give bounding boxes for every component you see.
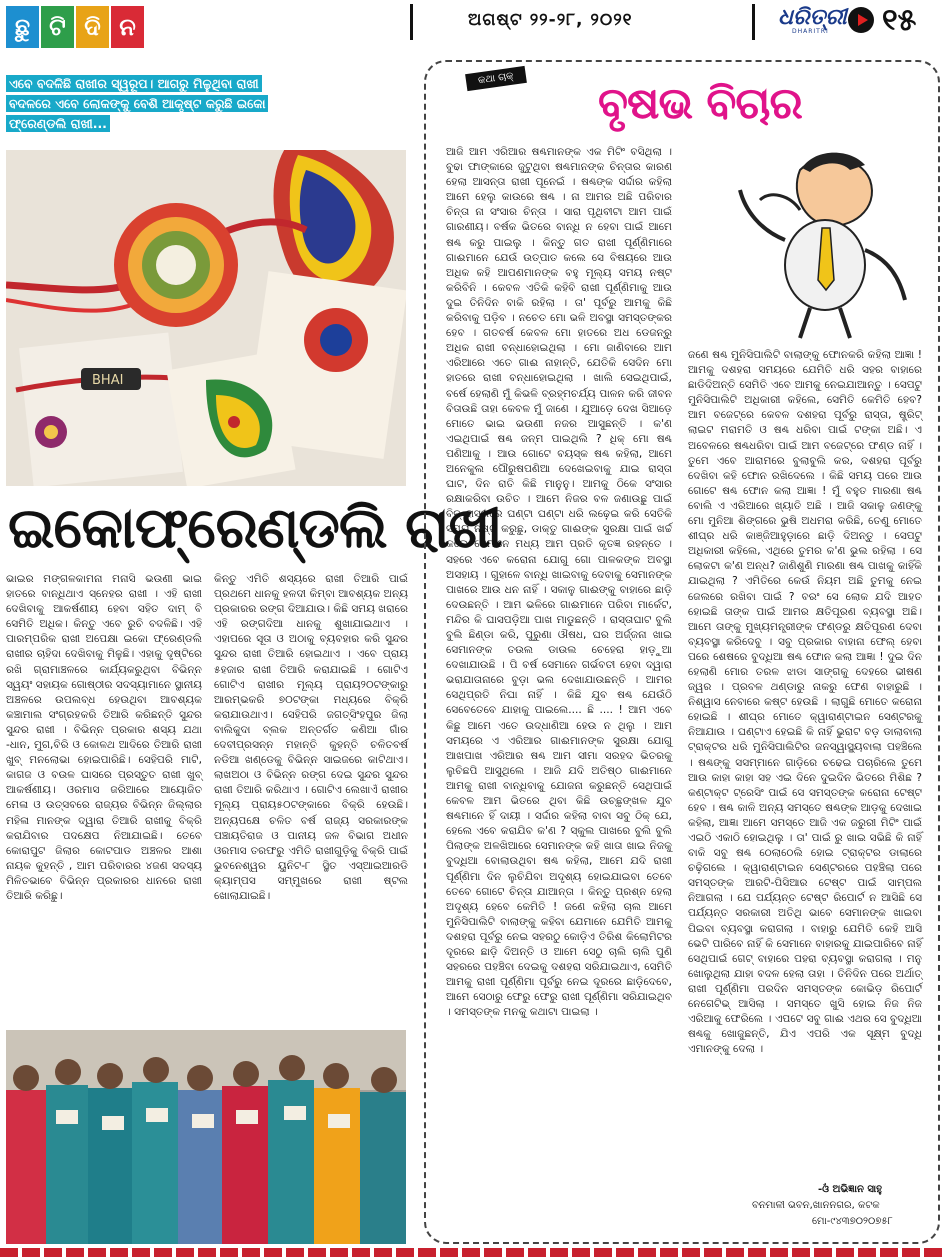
header-divider-right	[752, 4, 755, 40]
story-author: -ଓଁ ଅଭିଜ୍ଞାନ ସାହୁ	[818, 1184, 882, 1195]
feature-teaser-text: ଏବେ ବଦଳିଛି ରାଖୀର ସ୍ୱରୂପ। ଆଗରୁ ମିଳୁଥିବା ରାଖୀ ବଦଳରେ ଏବେ ଲୋକଙ୍କୁ ବେଶି ଆକୃଷ୍ଟ କରୁଛି ଇକୋ ଫ୍ରେଣ୍ଡଲି ରାଖୀ...	[6, 75, 268, 132]
publication-logo: ଧରିତ୍ରୀ	[778, 4, 847, 30]
feature-column-2: କିନ୍ତୁ ଏମିତି ଶସ୍ୟରେ ରାଖୀ ତିଆରି ପାଇଁ ପ୍ରଥମେ ଧାନକୁ ହଳଦୀ କିମ୍ବା ଆବଶ୍ୟକ ଅନ୍ୟ ପ୍ରକାରର ରଙ୍ଗ ଦିଆଯାଉ। କିଛି ସମୟ ଖରାରେ ଏହି ରଙ୍ଗଦିଆ ଧାନକୁ ଶୁଖାଯାଇଥାଏ । ଏହାପରେ ସୂତା ଓ ଅଠାକୁ ବ୍ୟବହାର କରି ସୁନ୍ଦର ସୁନ୍ଦର ରାଖୀ ତିଆରି ହୋଇଥାଏ । ଏବେ ପ୍ରାୟ ୫ହଜାର ରାଖୀ ତିଆରି କରାଯାଇଛି । ଗୋଟିଏ ଗୋଟିଏ ରାଖୀର ମୂଲ୍ୟ ପ୍ରାୟ୨୦ଟଙ୍କାରୁ ଆରମ୍ଭକରି ୭୦ଟଙ୍କା ମଧ୍ୟରେ ବିକ୍ରି କରାଯାଉଥାଏ। ସେହିପରି ଜଗତ୍‌ସିଂହପୁର ଜିଲା ବାଲିକୁଦା ବ୍ଲକ ଅନ୍ତର୍ଗତ କଣିଆ ଗାଁର ଦେବୀପ୍ରସନ୍ନ ମହାନ୍ତି କୁହନ୍ତି ଚଳିତବର୍ଷ ନଡିଆ ଖଣ୍ଡେକୁ ବିଭିନ୍ନ ସାଇଜରେ କାଟିଥାଏ। ଲାଖଅଠା ଓ ବିଭିନ୍ନ ରଙ୍ଗ ଦେଇ ସୁନ୍ଦର ସୁନ୍ଦର ରାଖୀ ତିଆରି କରିଥାଏ । ଗୋଟିଏ ଲେଖାଏଁ ରାଖୀର ମୂଲ୍ୟ ପ୍ରାୟ୫୦ଟଙ୍କାରେ ବିକ୍ରି ହେଉଛି। ଅନ୍ୟପକ୍ଷେ ଚଳିତ ବର୍ଷ ରାଜ୍ୟ ସରକାରଙ୍କ ପଞ୍ଚାୟତିରାଜ ଓ ପାନୀୟ ଜଳ ବିଭାଗ ଅଧୀନ ଓରମାସ ତରଫରୁ ଏମିତି ରାଖୀଗୁଡ଼ିକୁ ବିକ୍ରି ପାଇଁ ଭୁବନେଶ୍ୱର ୟୁନିଟ-୮ ସ୍ଥିତ ଏସ୍‌ଆଇଆରଡି କ୍ୟାମ୍ପସ ସମ୍ମୁଖରେ ରାଖୀ ଷ୍ଟଲ ଖୋଲାଯାଇଛି।	[214, 573, 408, 902]
brand-tile-3: ଦି	[76, 6, 109, 48]
women-group-photo	[6, 1030, 406, 1244]
story-title: ବୃଷଭ ବିଚାର	[598, 78, 802, 129]
brand-tile-2: ଟି	[41, 6, 74, 48]
bhai-tag: BHAI	[92, 373, 124, 388]
author-address: ବନମାଳୀ ଭବନ,ଖାନନଗର, କଟକ	[752, 1200, 880, 1211]
story-column-2: ଜଣେ ଷଣ୍ଢ ମୁନିସିପାଲିଟି ବାଲାଙ୍କୁ ଫୋନକରି କହିଲା ଆଜ୍ଞା ! ଆମକୁ ଦଶହରା ସମୟରେ ଯେମିତି ଧରି ସହର ବାହାରେ ଛାଡିଦିଅନ୍ତି ସେମିତି ଏବେ ଆମକୁ ନେଇଯାଆନ୍ତୁ । ସେପଟୁ ମୁନିସିପାଲିଟି ଅଧିକାରୀ କହିଲେ, ସେମିତି କେମିତି ହେବ? ଆମ ବଜେଟ୍‌ରେ କେବଳ ଦଶହରା ପୂର୍ବରୁ ରାସ୍ତା, ଷ୍ଟ୍ରିଟ୍ ଲାଇଟ ମରାମତି ଓ ଷଣ୍ଢ ଧରିବା ପାଇଁ ଟଙ୍କା ଅଛି। ଏ ଅବେଳରେ ଷଣ୍ଢଧରିବା ପାଇଁ ଆମ ବଜେଟ୍‌ରେ ଫଣ୍ଡ ନାହିଁ । ତୁମେ ଏବେ ଆରାମରେ ବୁଲାବୁଲି କର, ଦଶହରା ପୂର୍ବରୁ ଦେଖିବା କହି ଫୋନ ରଖିଦେଲେ । କିଛି ସମୟ ପରେ ଆଉ ଗୋଟେ ଷଣ୍ଢ ଫୋନ କଲା ଆଜ୍ଞା ! ମୁଁ ବହୁତ ମାରଣା ଷଣ୍ଢ ବୋଲି ଏ ଏରିଆରେ ଖ୍ୟାତି ଅଛି । ଆଜି ସକାଳୁ ଜଣଙ୍କୁ ମୋ ମୁନିଆ ଶିଙ୍ଗରେ ଭୁଷି ଅଧମରା କରିଛି, ତେଣୁ ମୋତେ ଶୀଘ୍ର ଧରି କାଞ୍ଜିଆହୁଡ଼ାରେ ଛାଡ଼ି ଦିଅନ୍ତୁ । ସେପଟୁ ଅଧିକାରୀ କହିଲେ, ଏଥିରେ ତୁମର କ'ଣ ଭୁଲ ରହିଲା । ସେ ଲୋକଟା କ'ଣ ଅନ୍ଧ? ଜାଣିଶୁଣି ମାରଣା ଷଣ୍ଢ ପାଖକୁ କାହିଁକି ଯାଇଥିଲା ? ଏମିତିରେ କେଉଁ ନିୟମ ଅଛି ତୁମକୁ ନେଇ ଜେଲରେ ରଖିବା ପାଇଁ ? ବରଂ ସେ ଲୋକ ଯଦି ଆହତ ହୋଇଛି ତାଙ୍କ ପାଇଁ ଆମର କ୍ଷତିପୂରଣ ବ୍ୟବସ୍ଥା ଅଛି। ଆମେ ତାଙ୍କୁ ମୁଖ୍ୟମନ୍ତ୍ରୀଙ୍କ ଫଣ୍ଡରୁ କ୍ଷତିପୂରଣ ଦେବା ବ୍ୟବସ୍ଥା କରିଦେବୁ । ସବୁ ପ୍ରକାର ବାହାନା ଫେଲ୍ ହେବା ପରେ ଶେଷରେ ବୁଦ୍ଧିଆ ଷଣ୍ଢ ଫୋନ କଲା ଆଜ୍ଞା ! ଦୁଇ ଦିନ ହେଲାଣି ମୋର ତରଳ ଝାଡା ସାଙ୍ଗକୁ ଦେହରେ ଭୀଷଣ ଜ୍ୱର । ପ୍ରବଳ ଥଣ୍ଡାରୁ ନାକରୁ ଫେଣ ବାହାରୁଛି । ନିଶ୍ୱାସ ନେବାରେ କଷ୍ଟ ହେଉଛି । ଲାଗୁଛି ମୋତେ କରୋନା ହୋଇଛି । ଶୀଘ୍ର ମୋତେ କ୍ୱାରାଣ୍ଟାଇନ ସେଣ୍ଟରକୁ ନିଆଯାଉ । ଘଣ୍ଟାଏ ହେଇଛି କି ନାହିଁ ଭୁରାଟ ବଡ଼ ଡାଲାବାଲା ଟ୍ରାକ୍ଟର ଧରି ମୁନିସିପାଲିଟିର ଜନସ୍ୱାସ୍ଥ୍ୟବାଲା ପହଞ୍ଚିଲେ । ଷଣ୍ଢଙ୍କୁ ସସମ୍ମାନେ ଗାଡ଼ିରେ ଚଢେଇ ପଚାରିଲେ ତୁମେ ଆଉ କାହା କାହା ସହ ଏଇ ଦିନେ ଦୁଇଦିନ ଭିତରେ ମିଶିଛ ? କଣ୍ଟାକ୍ଟ ଟ୍ରେସିଂ ପାଇଁ ସେ ସମସ୍ତଙ୍କ କରୋନା ଟେଷ୍ଟ ହେବ । ଷଣ୍ଢ କାଳି ଅନ୍ୟ ସମସ୍ତେ ଷଣ୍ଢଙ୍କ ଆଡ଼କୁ ଦେଖାଇ କହିଲା, ଆଜ୍ଞା ଆମେ ସମସ୍ତେ ଆଜି ଏକ ଜରୁରୀ ମିଟିଂ ପାଇଁ ଏଇଠି ଏକାଠି ହୋଇଥିଲୁ । ତା' ପାଇଁ ରୁ ଖାଇ ସଭିଛି କି ନାହିଁ ବାକି ସବୁ ଷଣ୍ଢ ଠେଲାଠେଲି ହୋଇ ଟ୍ରାକ୍ଟର ଡାଲାରେ ଚଢ଼ିଗଲେ । କ୍ୱାରାଣ୍ଟାଇନ ସେଣ୍ଟରରେ ପହଞ୍ଚିଲା ପରେ ସମସ୍ତଙ୍କ ଆରଟି-ପିସିଆର ଟେଷ୍ଟ ପାଇଁ ସାମ୍ପଲ ନିଆଗଲା । ଯେ ପର୍ଯ୍ୟନ୍ତ ଟେଷ୍ଟ ରିପୋର୍ଟ ନ ଆସିଛି ସେ ପର୍ଯ୍ୟନ୍ତ ସରକାରୀ ଅତିଥି ଭାବେ ସେମାନଙ୍କ ଖାଇବା ପିଇବା ବ୍ୟବସ୍ଥା କରାଗଲା । ବାହାରୁ ଯେମିତି କେହି ଆସି ଭେଟି ପାରିବେ ନାହିଁ କି ସେମାନେ ବାହାରକୁ ଯାଇପାରିବେ ନାହିଁ ସେଥିପାଇଁ ଗେଟ୍ ବାହାରେ ପହରା ବ୍ୟବସ୍ଥା କରାଗଲା । ମନୁ ଖୋଲୁଥିଲା ଯାହା ବଦଳ ହେଲା ତାହା । ତିନିଦିନ ପରେ ଅର୍ଥାତ୍ ରାଖୀ ପୂର୍ଣ୍ଣିମା ପରଦିନ ସମସ୍ତଙ୍କ କୋଭିଡ଼ ରିପୋର୍ଟ ନେଗେଟିଭ୍ ଆସିଲା । ସମସ୍ତେ ଖୁସି ହୋଇ ନିଜ ନିଜ ଏରିଆକୁ ଫେରିଲେ । ଏପଟେ ସବୁ ଗାଈ ଏଥର ସେ ବୁଦ୍ଧିଆ ଷଣ୍ଢକୁ ଖୋଜୁଛନ୍ତି, ଯିଏ ଏପରି ଏକ ସୂକ୍ଷ୍ମ ବୁଦ୍ଧି ଏମାନଙ୍କୁ ଦେଲା ।	[688, 349, 922, 1056]
rakhi-illustration	[6, 150, 406, 486]
page-number: ୧୫	[882, 3, 917, 38]
feature-teaser	[6, 74, 296, 134]
rakhi-photo	[6, 150, 406, 486]
cartoon-illustration	[730, 140, 920, 340]
story-label: କଥା ଚାକ୍	[465, 66, 526, 91]
women-illustration	[6, 1030, 406, 1244]
header-divider-left	[410, 4, 413, 40]
issue-date: ଅଗଷ୍ଟ ୨୨-୨୮, ୨୦୨୧	[468, 10, 633, 30]
brand-tile-1: ଛୁ	[6, 6, 39, 48]
footer-stripe	[0, 1248, 945, 1257]
feature-headline: ଇକୋଫ୍ରେଣ୍ଡଲି ରାଖୀ	[8, 496, 502, 561]
play-icon	[848, 7, 874, 33]
story-column-1: ଆଜି ଆମ ଏରିଆର ଷଣ୍ଢମାନଙ୍କ ଏକ ମିଟିଂ ବସିଥିଲା । ବୁଢା ଫାଙ୍କାରେ ଜୁଟୁଥିବା ଷଣ୍ଢମାନଙ୍କ ଚିନ୍ତାର କାରଣ ହେଲା ଆସନ୍ତା ରାଖୀ ପୂନେଇଁ । ଷଣ୍ଢଙ୍କ ସର୍ଦ୍ଦାର କହିଲା ଆମେ ହେଲୁ କାଉରେ ଷଣ୍ଢ । ନା ଆମର ଅଛି ପରିବାର ଚିନ୍ତା ନା ସଂସାର ଚିନ୍ତା । ସାରା ପୃଥିବୀଟା ଆମ ପାଇଁ ଗାରଣୀୟ। ବର୍ଷକ ଭିତରେ ବାନ୍ଧି ନ ହେବା ପାଇଁ ଆମେ ଷଣ୍ଢ କରୁ ପାଇଲୁ । କିନ୍ତୁ ଗତ ରାଖୀ ପୂର୍ଣ୍ଣିମାରେ ଗାଈମାନେ ଯେଉଁ ଉତ୍ପାତ କଲେ ସେ ବିଷୟରେ ଆଉ ଅଧିକ କହି ଆପଣମାନଙ୍କ ବହୁ ମୂଲ୍ୟ ସମୟ ନଷ୍ଟ କରିବିନି । କେବଳ ଏତିକି କହିବି ରାଖୀ ପୂର୍ଣ୍ଣିମାକୁ ଆଉ ଦୁଇ ତିନିଦିନ ବାକି ରହିଲା । ତା' ପୂର୍ବରୁ ଆମକୁ କିଛି କରିବାକୁ ପଡ଼ିବ । ନଚେତ ମୋ ଭଳି ଅବସ୍ଥା ସମସ୍ତଙ୍କର ହେବ । ଗତବର୍ଷ କେବଳ ମୋ ହାତରେ ଅଧ ଡେଜନ୍ରୁ ଅଧିକ ରାଖୀ ବନ୍ଧାହୋଇଥିଲା । ମୋ ଜାଣିବାରେ ଆମ ଏରିଆରେ ଏତେ ଗାଈ ନାହାନ୍ତି, ଯେତିକି ସେଦିନ ମୋ ହାତରେ ରାଖୀ ବନ୍ଧାହୋଇଥିଲା । ଖାଲି ସେଇଥିପାଇଁ, ବର୍ଷେ ହେଲାଣି ମୁଁ କିଭଳି ବ୍ରହ୍ମଚର୍ଯ୍ୟ ପାଳନ କରି ଜୀବନ ବିତାଉଛି ତାହା କେବଳ ମୁଁ ଜାଣେ । ଯୁଆଡ଼େ ଦେଖ ସିଆଡ଼େ ମୋତେ ଭାଇ ଭଉଣୀ ନଜର ଆସୁଛନ୍ତି । କ'ଣ ଏଇଥିପାଇଁ ଷଣ୍ଢ ଜନ୍ମ ପାଇଥିଲି ? ଧିକ୍ ମୋ ଷଣ୍ଢ ପଣିଆକୁ । ଆଉ ଗୋଟେ ବୟସ୍କ ଷଣ୍ଢ କହିଲା, ଆମେ ଅନେକୁଲ ପୌରୁଷପଣିଆ ଦେଖେଇବାକୁ ଯାଇ ରାସ୍ତା ଘାଟ, ଦିନ ରାତି କିଛି ମାନୁନୁ। ଆମକୁ ଠିକେ ସଂସାର ରକ୍ଷାକରିବା ଉଚିତ । ଆମେ ନିଜର ବଳ ଜଣାଉଛୁ ପାଇଁ ବିଚ୍ ରାସ୍ତାରେ ଘଣ୍ଟା ଘଣ୍ଟା ଧରି ଲଢ଼େଇ କରି ସେତିକି ସମୟ ନଷ୍ଟ କରୁଛୁ, ଡାକ୍ତୁ ଗାଈଙ୍କ ସୁରକ୍ଷା ପାଇଁ ଖର୍ଚ୍ଚ କଲେ ସେମାନେ ମଧ୍ୟ ଆମ ପ୍ରତି କୃତଜ୍ଞ ରହନ୍ତେ । ସହରେ ଏବେ କରୋନା ଯୋଗୁ ଗୋ ପାଳକଙ୍କ ଅବସ୍ଥା ଅସହାୟ । ଗୁହାଳେ ବାନ୍ଧି ଖାଇବାକୁ ଦେବାକୁ ସେମାନଙ୍କ ପାଖରେ ଆଉ ଧନ ନାହିଁ । ସକାଳୁ ଗାଈଙ୍କୁ ବାହାରେ ଛାଡ଼ି ଦେଉଛନ୍ତି । ଆମ ଭଳିରେ ଗାଈମାନେ ପରିବା ମାର୍କେଟ, ମନ୍ଦିର କି ଘାସପଡ଼ିଆ ପାଖ ମାଡୁଛନ୍ତି । ରାସ୍ତାଘାଟ ବୁଲି ବୁଲି ଛିଣ୍ଡା କରି, ପୁରୁଣା ଔଷଧ, ଘର ଅର୍ଜ୍ଜନା ଖାଇ ସେମାନଙ୍କ ତଉଲ ଡାଉଲ ଚେହେରା ହାଡ଼ୁଆ ଦେଖାଯାଉଛି । ପି ବର୍ଷ ସେମାନେ ଗର୍ଭବତୀ ହେବା ଦ୍ୱାରା ଭରାଯାତାନାରେ ବୁଡ଼ା ଭଲ ଦେଖାଯାଉଛନ୍ତି । ଆମର ସେଥିପ୍ରତି ନିଘା ନାହିଁ । କିଛି ଯୁବ ଷଣ୍ଢ ଯେଉଁଠି ସେବେତେବେ ଯାହାକୁ ପାଇଲେ.... ଛି .... ! ଆମ ଏବେ କିଛୁ ଆମେ ଏତେ ଉଦ୍ଧାଣିଆ ହେଉ ନ ଥିଲୁ । ଆମ ସମୟରେ ଏ ଏରିଆର ଗାଈମାନଙ୍କ ସୁରକ୍ଷା ଯୋଗୁ ଆଖପାଖ ଏରିଆର ଷଣ୍ଢ ଆମ ସୀମା ସରହଦ ଭିତରକୁ ଲୁଚିଛପି ଆସୁଥିଲେ । ଆଜି ଯଦି ଅତିଷ୍ଠ ଗାଈମାନେ ଆମକୁ ରାଖୀ ବାନ୍ଧିବାକୁ ଯୋଜନା କରୁଛନ୍ତି ସେଥିପାଇଁ କେବଳ ଆମ ଭିତରେ ଥିବା କିଛି ଉଚ୍ଛୃଙ୍ଖଳ ଯୁବ ଷଣ୍ଢମାନେ ହିଁ ଦାୟୀ । ସର୍ଦ୍ଦାର କହିଲା ବାବା ସବୁ ଠିକ୍ ଯେ, ହେଲେ ଏବେ କରାଯିବ କ'ଣ ? ସ୍କୁଲ ପାଖରେ ବୁଲି ବୁଲି ପିଲାଙ୍କ ଅଳଖିଆରେ ସେମାନଙ୍କ କହି ଖାତା ଖାଇ ନିଜକୁ ବୁଦ୍ଧିଆ ବୋଲାଉଥିବା ଷଣ୍ଢ କହିଲା, ଆମେ ଯଦି ରାଖୀ ପୂର୍ଣ୍ଣିମା ଦିନ ଲୁଚିଯିବା ଅଦୃଶ୍ୟ ହୋଇଯାଇବା ତେବେ ତେବେ ଗୋଟେ ଚିନ୍ତା ଯାଆନ୍ତା । କିନ୍ତୁ ପ୍ରଶ୍ନ ହେଲା ଅଦୃଶ୍ୟ ହେବେ କେମିତି ! ଜଣେ କହିଲା ଚାଲ ଆମେ ମୁନିସିପାଲିଟି ବାଲାଙ୍କୁ କହିବା ଯେମାନେ ଯେମିତି ଆମକୁ ଦଶହରା ପୂର୍ବରୁ ନେଇ ସହରଠୁ କୋଡ଼ିଏ ତିରିଶ କିଲୋମିଟର ଦୂରରେ ଛାଡ଼ି ଦିଅନ୍ତି ଓ ଆମେ ସେଠୁ ଚାଲି ଚାଲି ପୁଣି ସହରରେ ପହଞ୍ଚିବା ଦେଇକୁ ଦଶହରା ସରିଯାଇଥାଏ, ସେମିତି ଆମକୁ ରାଖୀ ପୂର୍ଣ୍ଣିମା ପୂର୍ବରୁ ନେଇ ଦୂରରେ ଛାଡ଼ିଦେବେ, ଆମେ ସେଠାରୁ ଫେରୁ ଫେରୁ ରାଖୀ ପୂର୍ଣ୍ଣିମା ସରିଯାଇଥିବ । ସମସ୍ତଙ୍କ ମନକୁ କଥାଟା ପାଇଲା ।	[446, 146, 672, 1019]
cartoon-man	[730, 140, 920, 340]
feature-column-1: ଭାଇର ମଙ୍ଗଳକାମନା ମନାସି ଭଉଣୀ ଭାଇ ହାତରେ ବାନ୍ଧିଥାଏ ସ୍ନେହର ରାଖୀ । ଏହି ରାଖୀ ଦେଖିବାକୁ ଆକର୍ଷଣୀୟ ହେବା ସହିତ ଦାମ୍ ବି ସେମିତି ଅଧିକ। କିନ୍ତୁ ଏବେ ରୁଚି ବଦଳିଛି। ଏହି ପାରମ୍ପରିକ ରାଖୀ ଅପେକ୍ଷା ଇକୋ ଫ୍ରେଣ୍ଡଲି ରାଖୀର ଚାହିଦା ଦେଖିବାକୁ ମିଳୁଛି। ଏହାକୁ ଦୃଷ୍ଟିରେ ରଖି ଗ୍ରାମାଞ୍ଚଳରେ କାର୍ଯ୍ୟକରୁଥିବା ବିଭିନ୍ନ ସ୍ୱୟଂ ସହାୟକ ଗୋଷ୍ଠୀର ସଦସ୍ୟାମାନେ ସ୍ଥାନୀୟ ଅଞ୍ଚଳରେ ଉପଲବ୍ଧ ହେଉଥିବା ଆବଶ୍ୟକ କଞ୍ଚାମାଲ ସଂଗ୍ରହକରି ତିଆରି କରିଛନ୍ତି ସୁନ୍ଦର ସୁନ୍ଦର ରାଖୀ । ବିଭିନ୍ନ ପ୍ରକାର ଶସ୍ୟ ଯଥା -ଧାନ, ମୁଗ,ବିରି ଓ କୋଳଥ ଆଦିରେ ତିଆରି ରାଖୀ ଖୁବ୍ ମନଲୋଭା ହୋଇପାରିଛି। ସେହିପରି ମାଟି, କାଗଜ ଓ ବଉଳ ଘାସରେ ପ୍ରସ୍ତୁତ ରାଖୀ ଖୁବ୍ ଆକର୍ଷଣୀୟ। ଓରମାସ ଜରିଆରେ ଆୟୋଜିତ ମେଳା ଓ ଉତ୍ସବରେ ରାଜ୍ୟର ବିଭିନ୍ନ ଜିଲ୍ଲାର ମହିଳା ମାନଙ୍କ ଦ୍ୱାରା ତିଆରି ରାଖୀକୁ ବିକ୍ରି କରାଯିବାର ପଦକ୍ଷେପ ନିଆଯାଇଛି। ତେବେ କୋରାପୁଟ ଜିଲାର କୋଟପାଡ ଅଞ୍ଚଳର ଆଶା ନାୟକ କୁହନ୍ତି , ଆମ ପରିବାରର ୪ଜଣ ସଦସ୍ୟ ମିଳିତଭାବେ ବିଭିନ୍ନ ପ୍ରକାରର ଧାନରେ ରାଖୀ ତିଆରି କରିଛୁ।	[6, 573, 202, 902]
publication-logo-subtitle: DHARITRI	[792, 28, 829, 35]
author-phone: ମୋ-୯୪୩୭୦୨୦୭୫୮	[812, 1216, 893, 1227]
brand-tile-4: ନ	[111, 6, 144, 48]
